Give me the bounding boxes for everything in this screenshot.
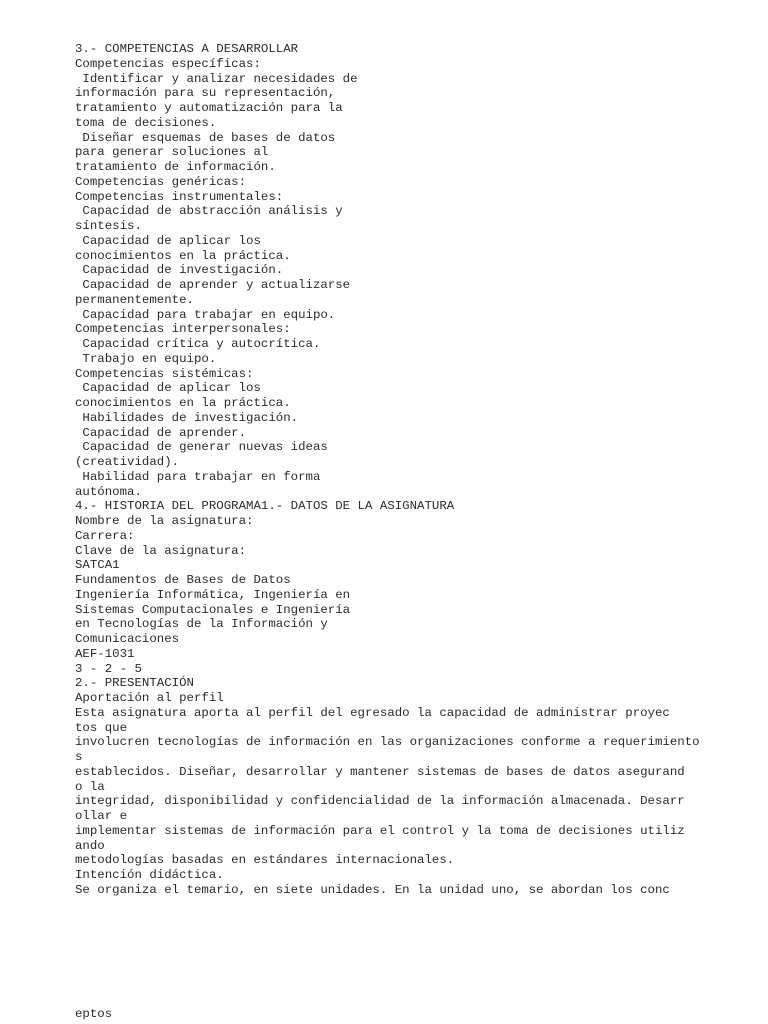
document-line: (creatividad). <box>75 455 180 469</box>
document-line: o la <box>75 779 105 794</box>
document-line: Competencias específicas: <box>75 56 261 71</box>
document-line: implementar sistemas de información para el control y la toma de decisiones utiliz <box>75 823 685 838</box>
document-line: ando <box>75 838 105 853</box>
document-line: Nombre de la asignatura: <box>75 514 254 528</box>
document-line: síntesis. <box>75 219 142 233</box>
document-line: ollar e <box>75 809 128 823</box>
document-line: tratamiento y automatización para la <box>75 101 343 115</box>
document-line: Diseñar esquemas de bases de datos <box>75 130 336 145</box>
document-line: metodologías basadas en estándares internacionales. <box>75 853 455 868</box>
document-line: SATCA1 <box>75 558 120 573</box>
document-line: Capacidad de abstracción análisis y <box>75 204 343 219</box>
document-line: AEF-1031 <box>75 646 135 661</box>
document-line: Competencias sistémicas: <box>75 366 254 381</box>
document-line: Habilidad para trabajar en forma <box>75 469 321 484</box>
document-line: 3.- COMPETENCIAS A DESARROLLAR <box>75 42 299 56</box>
document-line: establecidos. Diseñar, desarrollar y mantener sistemas de bases de datos asegurand <box>75 764 685 779</box>
document-line: permanentemente. <box>75 292 194 307</box>
document-line: Capacidad de investigación. <box>75 263 284 278</box>
document-line: Competencias interpersonales: <box>75 322 291 337</box>
document-line: Capacidad de aprender y actualizarse <box>75 278 351 292</box>
document-line: s <box>75 750 83 764</box>
document-line: Capacidad de aplicar los <box>75 233 261 248</box>
document-line: Fundamentos de Bases de Datos <box>75 573 291 587</box>
document-line: Capacidad crítica y autocrítica. <box>75 337 321 351</box>
document-line: Se organiza el temario, en siete unidades. En la unidad uno, se abordan los conc <box>75 882 670 897</box>
document-line: conocimientos en la práctica. <box>75 396 291 410</box>
document-line: Competencias instrumentales: <box>75 189 284 204</box>
document-line: integridad, disponibilidad y confidencialidad de la información almacenada. Desarr <box>75 794 685 809</box>
document-line: Capacidad de generar nuevas ideas <box>75 440 328 455</box>
document-line: conocimientos en la práctica. <box>75 248 291 263</box>
document-line: para generar soluciones al <box>75 145 269 160</box>
document-line: Capacidad de aplicar los <box>75 381 261 396</box>
document-line: en Tecnologías de la Información y <box>75 617 328 632</box>
document-line: Carrera: <box>75 528 135 543</box>
document-line: Esta asignatura aporta al perfil del egresado la capacidad de administrar proyec <box>75 705 670 720</box>
document-line: Identificar y analizar necesidades de <box>75 71 358 86</box>
document-line: Competencias genéricas: <box>75 174 247 189</box>
document-line: Clave de la asignatura: <box>75 543 247 558</box>
document-line: información para su representación, <box>75 86 336 101</box>
document-body <box>75 42 755 898</box>
document-line: autónoma. <box>75 484 142 499</box>
document-line: Comunicaciones <box>75 632 180 646</box>
document-tail-text: eptos <box>75 1007 113 1021</box>
document-line: Trabajo en equipo. <box>75 351 217 366</box>
document-line: tratamiento de información. <box>75 160 276 174</box>
document-line: Capacidad para trabajar en equipo. <box>75 307 336 322</box>
document-line: tos que <box>75 720 128 735</box>
document-line: Capacidad de aprender. <box>75 425 247 440</box>
document-line: Habilidades de investigación. <box>75 410 299 425</box>
document-line: Ingeniería Informática, Ingeniería en <box>75 587 351 602</box>
document-line: involucren tecnologías de información en las organizaciones conforme a requerimiento <box>75 735 700 750</box>
document-line: 3 - 2 - 5 <box>75 661 142 676</box>
document-line: Aportación al perfil <box>75 691 224 705</box>
document-line: 4.- HISTORIA DEL PROGRAMA1.- DATOS DE LA ASIGNATURA <box>75 499 455 514</box>
document-line: Intención didáctica. <box>75 868 224 882</box>
document-line: Sistemas Computacionales e Ingeniería <box>75 602 351 617</box>
document-line: toma de decisiones. <box>75 115 217 130</box>
document-line: 2.- PRESENTACIÓN <box>75 676 194 691</box>
